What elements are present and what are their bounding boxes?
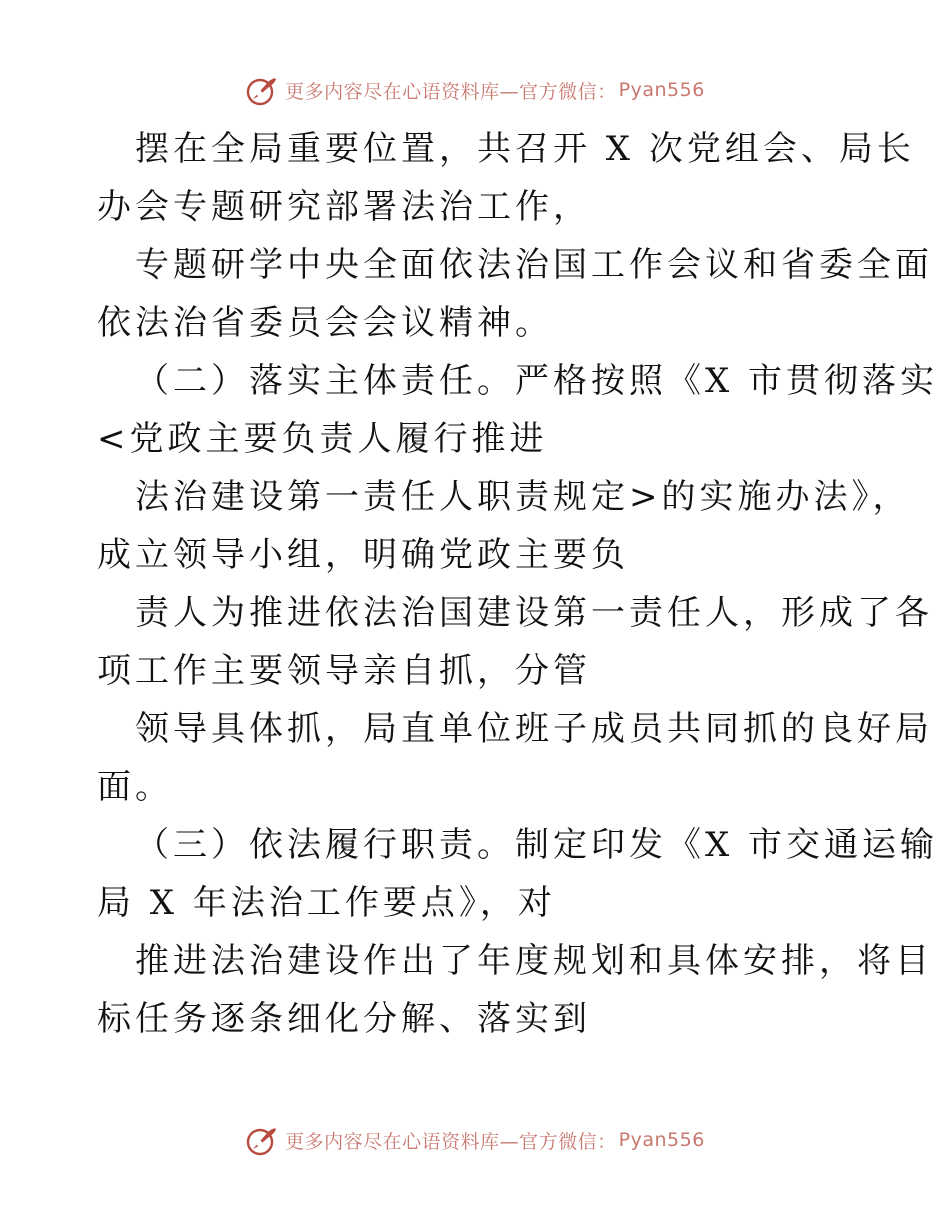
- watermark-wechat-id: Pyan556: [618, 1129, 705, 1151]
- feather-circle-icon: [245, 73, 279, 107]
- footer-watermark: [0, 1120, 950, 1160]
- text-line: 领导具体抓，局直单位班子成员共同抓的良好局: [135, 709, 933, 749]
- header-watermark: [0, 70, 950, 110]
- text-line: 专题研学中央全面依法治国工作会议和省委全面: [135, 245, 933, 285]
- text-line: 法治建设第一责任人职责规定>的实施办法》，: [135, 477, 911, 517]
- text-line: 办会专题研究部署法治工作，: [97, 187, 591, 227]
- watermark-text: 更多内容尽在心语资料库—官方微信：: [285, 80, 617, 103]
- watermark-text: 更多内容尽在心语资料库—官方微信：: [285, 1130, 617, 1153]
- feather-circle-icon: [245, 1123, 279, 1157]
- text-line: （三）依法履行职责。制定印发《X 市交通运输: [135, 825, 939, 865]
- text-line: <党政主要负责人履行推进: [97, 419, 548, 459]
- text-line: 摆在全局重要位置，共召开 X 次党组会、局长: [135, 129, 915, 169]
- text-line: 责人为推进依法治国建设第一责任人，形成了各: [135, 593, 933, 633]
- watermark-wechat-id: Pyan556: [618, 79, 705, 101]
- text-line: 项工作主要领导亲自抓，分管: [97, 651, 591, 691]
- text-line: （二）落实主体责任。严格按照《X 市贯彻落实: [135, 361, 939, 401]
- text-line: 成立领导小组，明确党政主要负: [97, 535, 629, 575]
- text-line: 面。: [97, 767, 173, 807]
- text-line: 依法治省委员会会议精神。: [97, 303, 553, 343]
- text-line: 局 X 年法治工作要点》，对: [97, 883, 556, 923]
- text-line: 标任务逐条细化分解、落实到: [97, 999, 591, 1039]
- text-line: 推进法治建设作出了年度规划和具体安排，将目: [135, 941, 933, 981]
